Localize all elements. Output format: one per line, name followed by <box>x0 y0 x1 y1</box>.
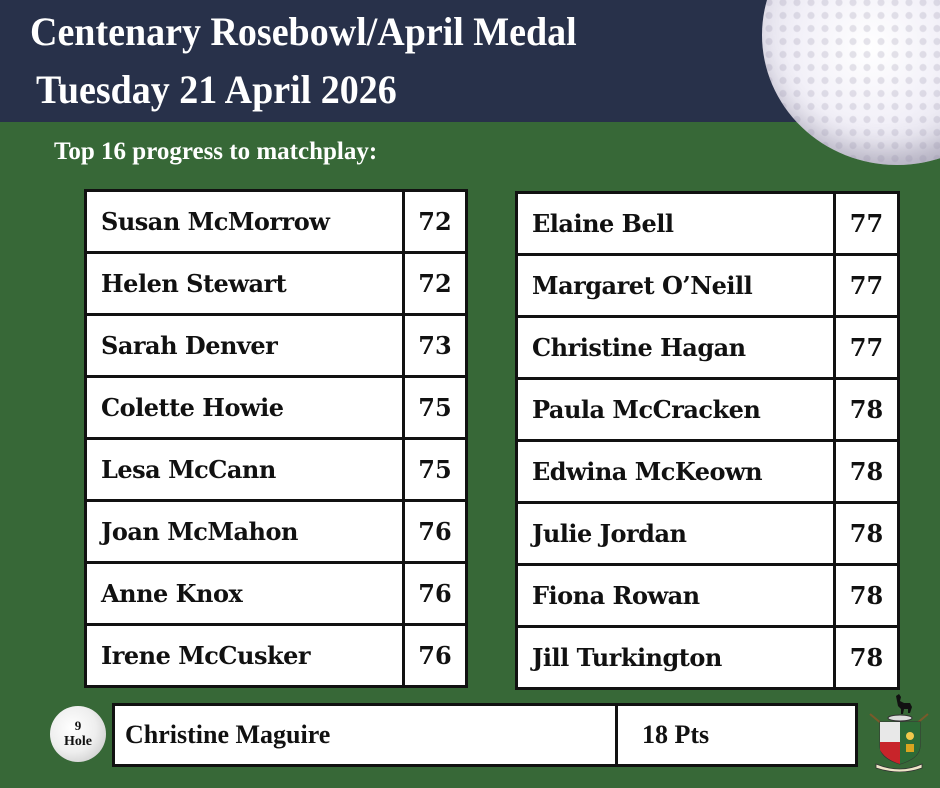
table-row <box>86 625 467 687</box>
player-name: Julie Jordan <box>517 503 835 565</box>
player-name: Sarah Denver <box>86 315 404 377</box>
table-row <box>86 563 467 625</box>
player-name: Lesa McCann <box>86 439 404 501</box>
table-row <box>86 377 467 439</box>
event-date: Tuesday 21 April 2026 <box>36 67 397 112</box>
player-name: Anne Knox <box>86 563 404 625</box>
player-score: 78 <box>835 503 899 565</box>
player-score: 76 <box>404 625 467 687</box>
page-title: Centenary Rosebowl/April Medal <box>30 9 577 54</box>
player-score: 75 <box>404 377 467 439</box>
table-row <box>517 379 899 441</box>
player-score: 77 <box>835 317 899 379</box>
player-score: 77 <box>835 255 899 317</box>
nine-hole-result-row <box>112 703 858 767</box>
player-score: 72 <box>404 191 467 253</box>
table-row <box>86 501 467 563</box>
table-row <box>517 565 899 627</box>
player-name: Helen Stewart <box>86 253 404 315</box>
table-row <box>517 441 899 503</box>
table-row <box>517 503 899 565</box>
player-score: 78 <box>835 565 899 627</box>
table-row <box>517 627 899 689</box>
player-name: Jill Turkington <box>517 627 835 689</box>
player-name: Irene McCusker <box>86 625 404 687</box>
player-score: 76 <box>404 563 467 625</box>
results-table-right <box>515 191 900 690</box>
player-score: 78 <box>835 379 899 441</box>
player-name: Margaret O’Neill <box>517 255 835 317</box>
player-name: Christine Hagan <box>517 317 835 379</box>
badge-label: Hole <box>64 734 92 749</box>
player-name: Elaine Bell <box>517 193 835 255</box>
table-row <box>517 317 899 379</box>
player-score: 75 <box>404 439 467 501</box>
player-score: 78 <box>835 627 899 689</box>
player-score: 72 <box>404 253 467 315</box>
player-name: Paula McCracken <box>517 379 835 441</box>
golf-ball-image <box>762 0 940 165</box>
player-name: Joan McMahon <box>86 501 404 563</box>
player-score: 77 <box>835 193 899 255</box>
table-row <box>517 193 899 255</box>
table-row <box>517 255 899 317</box>
club-crest-icon <box>866 692 932 772</box>
table-row <box>86 439 467 501</box>
nine-hole-badge <box>50 706 106 762</box>
section-subtitle: Top 16 progress to matchplay: <box>54 138 378 165</box>
nine-hole-player-name: Christine Maguire <box>115 706 618 764</box>
table-row <box>86 253 467 315</box>
table-row <box>86 315 467 377</box>
player-score: 76 <box>404 501 467 563</box>
nine-hole-points: 18 Pts <box>642 720 710 749</box>
player-name: Susan McMorrow <box>86 191 404 253</box>
badge-number: 9 <box>74 718 82 733</box>
player-score: 78 <box>835 441 899 503</box>
player-score: 73 <box>404 315 467 377</box>
player-name: Edwina McKeown <box>517 441 835 503</box>
results-table-left <box>84 189 468 688</box>
player-name: Colette Howie <box>86 377 404 439</box>
player-name: Fiona Rowan <box>517 565 835 627</box>
table-row <box>86 191 467 253</box>
